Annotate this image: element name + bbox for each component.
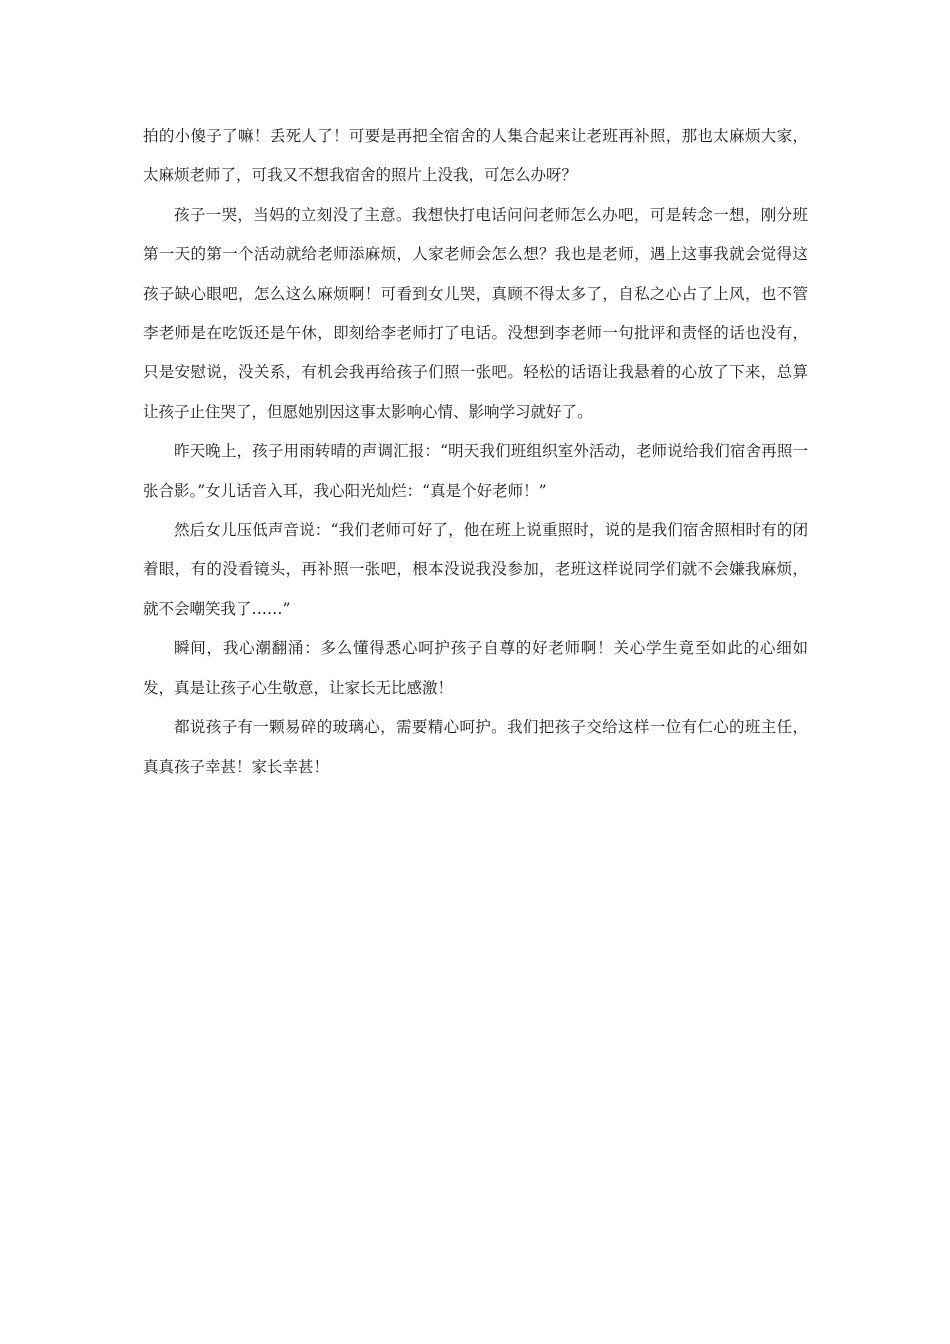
paragraph-2: 孩子一哭，当妈的立刻没了主意。我想快打电话问问老师怎么办吧，可是转念一想，刚分班第一天的第一个活动就给老师添麻烦，人家老师会怎么想？我也是老师，遇上这事我就会觉得这孩子缺心眼吧，怎么这么麻烦啊！可看到女儿哭，真顾不得太多了，自私之心占了上风，也不管李老师是在吃饭还是午休，即刻给李老师打了电话。没想到李老师一句批评和责怪的话也没有，只是安慰说，没关系，有机会我再给孩子们照一张吧。轻松的话语让我悬着的心放了下来，总算让孩子止住哭了，但愿她别因这事太影响心情、影响学习就好了。 [143, 205, 808, 421]
paragraph-6: 都说孩子有一颗易碎的玻璃心，需要精心呵护。我们把孩子交给这样一位有仁心的班主任，真真孩子幸甚！家长幸甚！ [143, 718, 808, 776]
paragraph-1: 拍的小傻子了嘛！丢死人了！可要是再把全宿舍的人集合起来让老班再补照，那也太麻烦大家，太麻烦老师了，可我又不想我宿舍的照片上没我，可怎么办呀？ [143, 127, 808, 185]
paragraph-5: 瞬间，我心潮翻涌：多么懂得悉心呵护孩子自尊的好老师啊！关心学生竟至如此的心细如发，真是让孩子心生敬意，让家长无比感激！ [143, 639, 808, 697]
paragraph-3: 昨天晚上，孩子用雨转晴的声调汇报：“明天我们班组织室外活动，老师说给我们宿舍再照一张合影。”女儿话音入耳，我心阳光灿烂：“真是个好老师！” [143, 442, 808, 500]
article-body [143, 117, 808, 787]
paragraph-4: 然后女儿压低声音说：“我们老师可好了，他在班上说重照时，说的是我们宿舍照相时有的闭着眼，有的没看镜头，再补照一张吧，根本没说我没参加，老班这样说同学们就不会嫌我麻烦，就不会嘲笑我了……” [143, 521, 808, 618]
